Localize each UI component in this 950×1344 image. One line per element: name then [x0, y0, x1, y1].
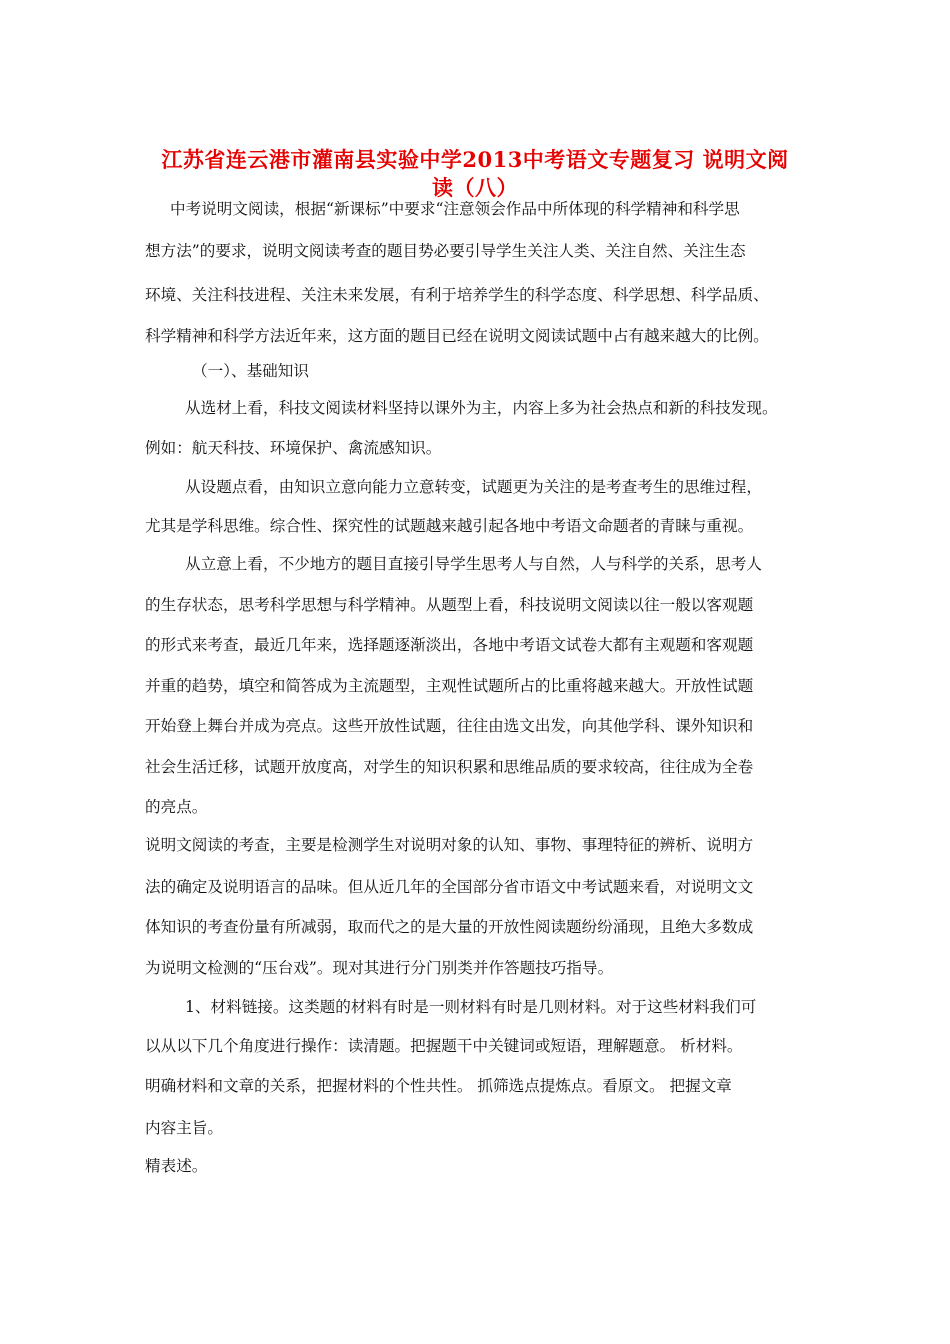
paragraph-line: 从设题点看，由知识立意向能力立意转变，试题更为关注的是考查考生的思维过程，: [185, 478, 762, 496]
paragraph-line: 的生存状态，思考科学思想与科学精神。从题型上看，科技说明文阅读以往一般以客观题: [145, 596, 754, 614]
paragraph-line: 环境、关注科技进程、关注未来发展，有利于培养学生的科学态度、科学思想、科学品质、: [145, 286, 769, 304]
paragraph-line: 法的确定及说明语言的品味。但从近几年的全国部分省市语文中考试题来看，对说明文文: [145, 878, 754, 896]
paragraph-line: 为说明文检测的“压台戏”。现对其进行分门别类并作答题技巧指导。: [145, 959, 614, 977]
document-title-line-2: 读（八）: [432, 175, 518, 200]
paragraph-line: 的亮点。: [145, 798, 208, 816]
paragraph-line: 体知识的考查份量有所减弱，取而代之的是大量的开放性阅读题纷纷涌现，且绝大多数成: [145, 918, 754, 936]
paragraph-line: 想方法”的要求，说明文阅读考查的题目势必要引导学生关注人类、关注自然、关注生态: [145, 242, 746, 260]
paragraph-line: 从立意上看，不少地方的题目直接引导学生思考人与自然，人与科学的关系，思考人: [185, 555, 762, 573]
section-heading: （一）、基础知识: [192, 362, 309, 380]
paragraph-line: 1、材料链接。这类题的材料有时是一则材料有时是几则材料。对于这些材料我们可: [185, 998, 757, 1016]
paragraph-line: 并重的趋势，填空和简答成为主流题型，主观性试题所占的比重将越来越大。开放性试题: [145, 677, 754, 695]
paragraph-line: 以从以下几个角度进行操作：读清题。把握题干中关键词或短语，理解题意。 析材料。: [145, 1037, 743, 1055]
paragraph-line: 中考说明文阅读，根据“新课标”中要求“注意领会作品中所体现的科学精神和科学思: [170, 200, 740, 218]
paragraph-line: 科学精神和科学方法近年来，这方面的题目已经在说明文阅读试题中占有越来越大的比例。: [145, 327, 769, 345]
paragraph-line: 从选材上看，科技文阅读材料坚持以课外为主，内容上多为社会热点和新的科技发现。: [185, 399, 778, 417]
paragraph-line: 说明文阅读的考查，主要是检测学生对说明对象的认知、事物、事理特征的辨析、说明方: [145, 836, 754, 854]
paragraph-line: 明确材料和文章的关系，把握材料的个性共性。 抓筛选点提炼点。看原文。 把握文章: [145, 1077, 732, 1095]
paragraph-line: 尤其是学科思维。综合性、探究性的试题越来越引起各地中考语文命题者的青睐与重视。: [145, 517, 754, 535]
paragraph-line: 例如：航天科技、环境保护、禽流感知识。: [145, 439, 442, 457]
paragraph-line: 社会生活迁移，试题开放度高，对学生的知识积累和思维品质的要求较高，往往成为全卷: [145, 758, 754, 776]
paragraph-line: 精表述。: [145, 1157, 208, 1175]
paragraph-line: 内容主旨。: [145, 1119, 223, 1137]
paragraph-line: 的形式来考查，最近几年来，选择题逐渐淡出，各地中考语文试卷大都有主观题和客观题: [145, 636, 754, 654]
document-title-line-1: 江苏省连云港市灌南县实验中学2013中考语文专题复习 说明文阅: [161, 147, 789, 172]
paragraph-line: 开始登上舞台并成为亮点。这些开放性试题，往往由选文出发，向其他学科、课外知识和: [145, 717, 754, 735]
